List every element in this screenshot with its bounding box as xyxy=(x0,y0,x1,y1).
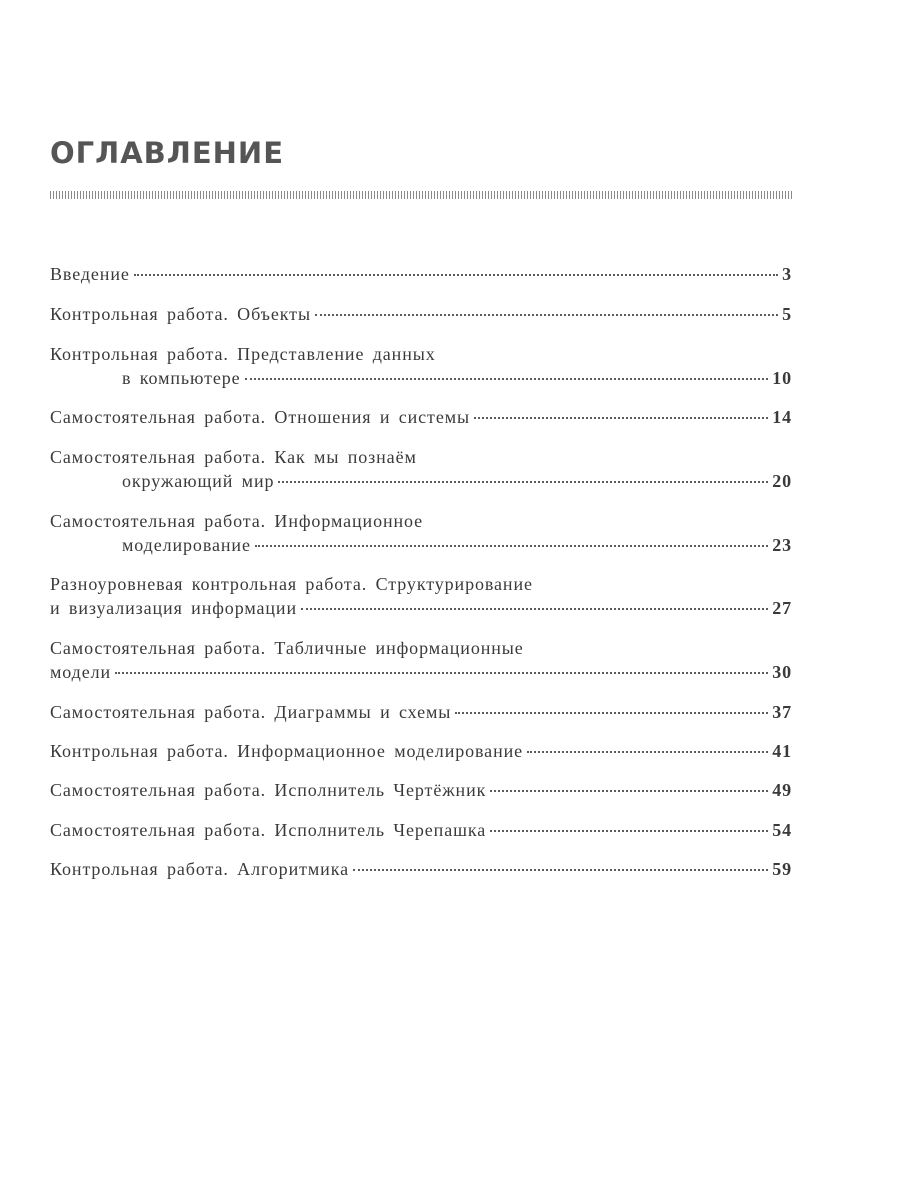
toc-entry[interactable] xyxy=(50,818,792,842)
toc-entry[interactable] xyxy=(50,445,792,493)
toc-entry[interactable] xyxy=(50,572,792,620)
toc-entry-title: Самостоятельная работа. Как мы познаём xyxy=(50,447,417,467)
toc-entry[interactable] xyxy=(50,778,792,802)
toc-page-number: 10 xyxy=(772,368,792,388)
dot-leader xyxy=(490,830,768,832)
toc-entry-title: Самостоятельная работа. Диаграммы и схемы xyxy=(50,702,452,722)
toc-page-number: 59 xyxy=(772,859,792,879)
toc-entry[interactable] xyxy=(50,739,792,763)
dot-leader xyxy=(255,545,768,547)
toc-entry-title: Контрольная работа. Алгоритмика xyxy=(50,859,349,879)
toc-entry-title-continued: модели xyxy=(50,662,112,682)
toc-entry-title: Самостоятельная работа. Отношения и системы xyxy=(50,407,470,427)
toc-entry-title: Контрольная работа. Объекты xyxy=(50,304,311,324)
toc-entry[interactable] xyxy=(50,636,792,684)
dot-leader xyxy=(490,790,768,792)
dot-leader xyxy=(315,314,778,316)
dot-leader xyxy=(353,869,768,871)
toc-entry-title-continued: моделирование xyxy=(122,535,251,555)
toc-page-number: 3 xyxy=(782,264,792,284)
toc-entry-title: Самостоятельная работа. Исполнитель Черепашка xyxy=(50,820,487,840)
toc-entry-title-continued: в компьютере xyxy=(122,368,241,388)
toc-entry-title: Самостоятельная работа. Табличные информационные xyxy=(50,638,524,658)
toc-entry-title: Разноуровневая контрольная работа. Структурирование xyxy=(50,574,533,594)
dot-leader xyxy=(134,274,778,276)
toc-entry[interactable] xyxy=(50,342,792,390)
toc-entry-title: Введение xyxy=(50,264,130,284)
toc-page-number: 54 xyxy=(772,820,792,840)
toc-entry-introduction[interactable] xyxy=(50,262,792,286)
dot-leader xyxy=(474,417,768,419)
dot-leader xyxy=(245,378,769,380)
toc-entry-title-continued: и визуализация информации xyxy=(50,598,297,618)
toc-page-number: 14 xyxy=(772,407,792,427)
toc-entry-title: Самостоятельная работа. Исполнитель Чертёжник xyxy=(50,780,487,800)
toc-page-number: 23 xyxy=(772,535,792,555)
dot-leader xyxy=(527,751,768,753)
toc-entry[interactable] xyxy=(50,509,792,557)
dot-leader xyxy=(278,481,768,483)
toc-page-number: 27 xyxy=(772,598,792,618)
page-title: ОГЛАВЛЕНИЕ xyxy=(50,136,285,170)
toc-page-number: 5 xyxy=(782,304,792,324)
toc-entry[interactable] xyxy=(50,405,792,429)
toc-page-number: 37 xyxy=(772,702,792,722)
toc-page-number: 41 xyxy=(772,741,792,761)
toc-entry-title: Контрольная работа. Представление данных xyxy=(50,344,436,364)
title-underline-rule xyxy=(50,191,792,199)
toc-entry[interactable] xyxy=(50,857,792,881)
toc-entry-title: Самостоятельная работа. Информационное xyxy=(50,511,424,531)
toc-page-number: 20 xyxy=(772,471,792,491)
dot-leader xyxy=(455,712,768,714)
toc-page-number: 49 xyxy=(772,780,792,800)
toc-entry-title: Контрольная работа. Информационное моделирование xyxy=(50,741,524,761)
toc-page-number: 30 xyxy=(772,662,792,682)
toc-entry[interactable] xyxy=(50,700,792,724)
dot-leader xyxy=(115,672,768,674)
toc-entry-title-continued: окружающий мир xyxy=(122,471,275,491)
toc-entry[interactable] xyxy=(50,302,792,326)
dot-leader xyxy=(301,608,768,610)
